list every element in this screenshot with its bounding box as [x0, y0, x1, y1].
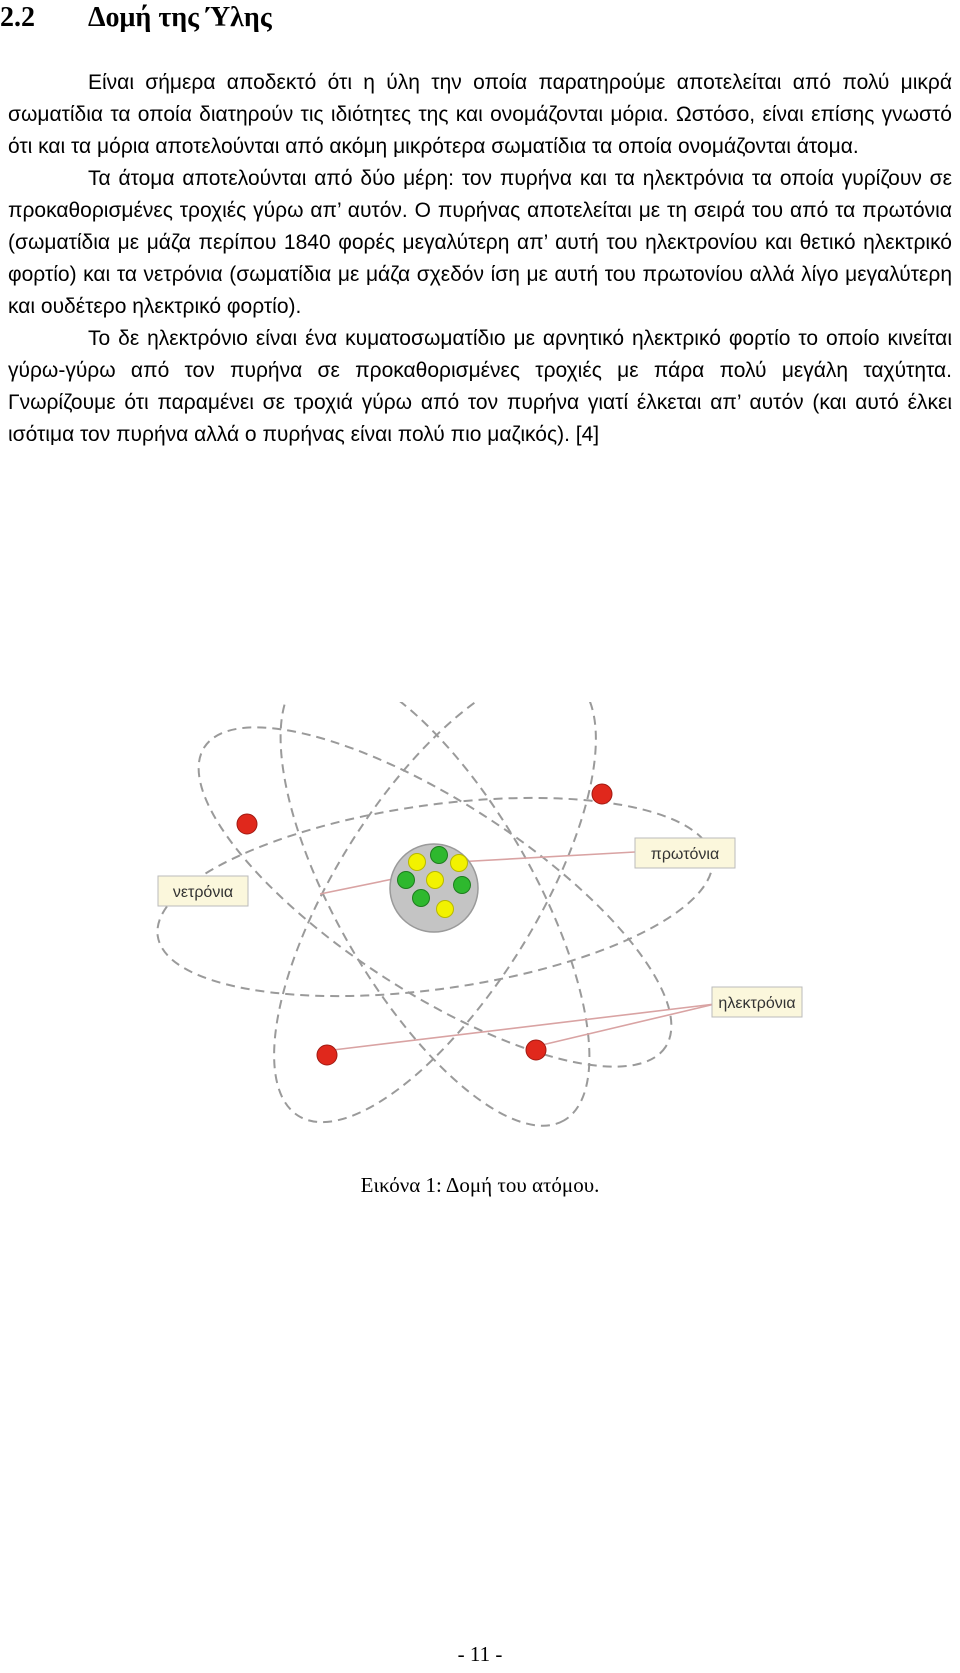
paragraph: Είναι σήμερα αποδεκτό ότι η ύλη την οποία παρατηρούμε αποτελείται από πολύ μικρά σωματίδια τα οποία διατηρούν τις ιδιότητες της και ονομάζονται μόρια. Ωστόσο, είναι επίσης γνωστό ότι και τα μόρια αποτελούνται από ακόμη μικρότερα σωματίδια τα οποία ονομάζονται άτομα. [8, 71, 952, 158]
section-number: 2.2 [0, 2, 35, 33]
paragraph: Τα άτομα αποτελούνται από δύο μέρη: τον πυρήνα και τα ηλεκτρόνια τα οποία γυρίζουν σε προκαθορισμένες τροχιές γύρω απ’ αυτόν. Ο πυρήνας αποτελείται με τη σειρά του από τα πρωτόνια (σωματίδια με μάζα περίπου 1840 φορές μεγαλύτερη απ’ αυτή του ηλεκτρονίου και θετικό ηλεκτρικό φορτίο) και τα νετρόνια (σωματίδια με μάζα σχεδόν ίση με αυτή του πρωτονίου αλλά λίγο μεγαλύτερη και ουδέτερο ηλεκτρικό φορτίο). [8, 167, 952, 318]
label-protons-text: πρωτόνια [650, 846, 720, 863]
neutron [454, 877, 471, 894]
paragraph: Το δε ηλεκτρόνιο είναι ένα κυματοσωματίδιο με αρνητικό ηλεκτρικό φορτίο το οποίο κινείται γύρω-γύρω από τον πυρήνα σε προκαθορισμένες τροχιές με πάρα πολύ μεγάλη ταχύτητα. Γνωρίζουμε ότι παραμένει σε τροχιά γύρω από τον πυρήνα γιατί έλκεται απ’ αυτόν (και αυτό έλκει ισότιμα τον πυρήνα αλλά ο πυρήνας είναι πολύ πιο μαζικός). [4] [8, 327, 952, 446]
proton [427, 872, 444, 889]
neutron [413, 890, 430, 907]
proton [437, 901, 454, 918]
proton [451, 855, 468, 872]
neutron [431, 847, 448, 864]
label-neutrons [158, 876, 248, 906]
electron [592, 784, 612, 804]
page-number: - 11 - [457, 1642, 503, 1666]
nucleus [390, 844, 478, 932]
label-protons [635, 838, 735, 868]
neutron [398, 872, 415, 889]
label-electrons-text: ηλεκτρόνια [718, 995, 796, 1012]
arrow-line [542, 1004, 715, 1045]
label-electrons [712, 987, 802, 1017]
electron [317, 1045, 337, 1065]
atom-figure [150, 702, 810, 1162]
proton [409, 854, 426, 871]
figure-caption: Εικόνα 1: Δομή του ατόμου. [360, 1173, 600, 1197]
atom-diagram [150, 702, 810, 1162]
arrow-line [333, 1004, 715, 1050]
section-title: Δομή της Ύλης [88, 2, 272, 33]
electron [237, 814, 257, 834]
label-neutrons-text: νετρόνια [172, 884, 234, 901]
electron [526, 1040, 546, 1060]
body-text [8, 67, 952, 451]
arrow-line [320, 878, 398, 894]
section-heading [0, 0, 272, 36]
pointer-arrows [320, 852, 715, 1050]
